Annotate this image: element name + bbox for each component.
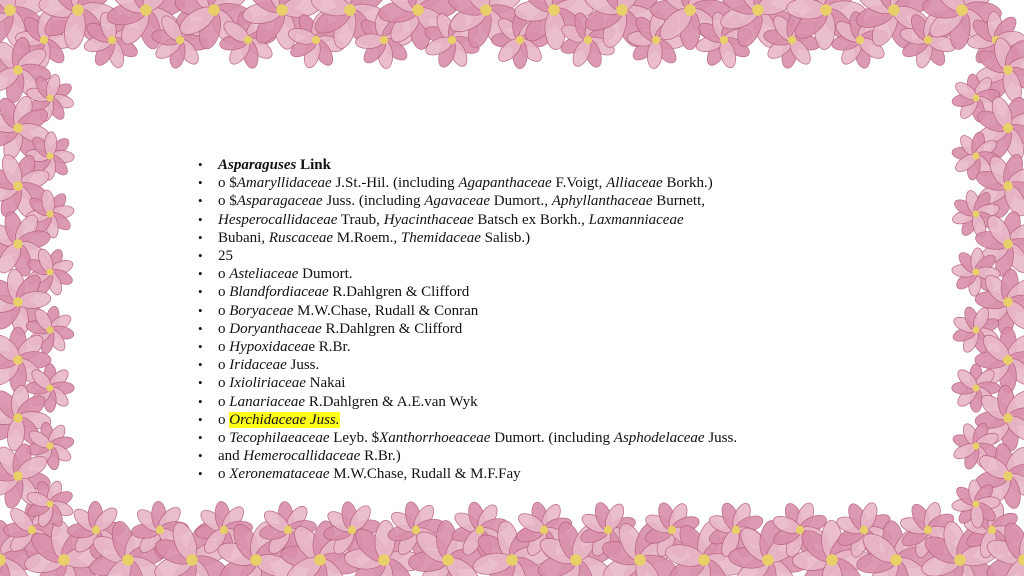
bullet-item: [198, 192, 798, 210]
bullet-text-segment: Agavaceae: [424, 193, 491, 210]
bullet-text-segment: J.St.-Hil. (including: [331, 175, 459, 192]
bullet-text-segment: Hemerocallidaceae: [243, 448, 361, 465]
bullet-item: [198, 265, 798, 283]
bullet-text-segment: Blandfordiaceae: [229, 284, 329, 301]
bullet-item: [198, 447, 798, 465]
bullet-text-segment: 25: [218, 248, 233, 265]
bullet-item: [198, 302, 798, 320]
bullet-text-segment: R.Br.): [360, 448, 401, 465]
bullet-text-segment: Dumort.,: [490, 193, 552, 210]
bullet-text-segment: o $: [218, 175, 237, 192]
bullet-item: [198, 174, 798, 192]
bullet-text-segment: o: [218, 411, 230, 428]
bullet-text-segment: o: [218, 266, 230, 283]
bullet-text-segment: Burnett,: [652, 193, 705, 210]
bullet-text-segment: R.Dahlgren & Clifford: [328, 284, 470, 301]
bullet-text-segment: Asphodelaceae: [613, 430, 705, 447]
bullet-item: [198, 320, 798, 338]
bullet-text-segment: o: [218, 302, 230, 319]
bullet-text-segment: Asparagaceae: [236, 193, 323, 210]
bullet-text-segment: R.Dahlgren & A.E.van Wyk: [305, 393, 478, 410]
bullet-item: [198, 283, 798, 301]
bullet-text-segment: Hesperocallidaceae: [218, 211, 338, 228]
bullet-text-segment: Salisb.): [480, 229, 531, 246]
bullet-item: [198, 393, 798, 411]
slide-text-body: [198, 156, 798, 484]
bullet-text-segment: Ixioliriaceae: [229, 375, 306, 392]
bullet-text-segment: Alliaceae: [606, 175, 663, 192]
bullet-text-segment: Link: [296, 157, 331, 173]
bullet-item: [198, 411, 798, 429]
bullet-text-segment: Juss.: [286, 357, 320, 374]
bullet-text-segment: Bubani,: [218, 229, 269, 246]
bullet-item: [198, 338, 798, 356]
bullet-text-segment: o: [218, 339, 230, 356]
bullet-text-segment: Agapanthaceae: [458, 175, 552, 192]
bullet-item: [198, 374, 798, 392]
bullet-item: [198, 429, 798, 447]
bullet-text-segment: Themidaceae: [400, 229, 481, 246]
bullet-text-segment: o $: [218, 193, 237, 210]
bullet-text-segment: Borkh.): [662, 175, 713, 192]
bullet-text-segment: Asteliaceae: [229, 266, 299, 283]
bullet-item: [198, 247, 798, 265]
bullet-text-segment: Boryaceae: [229, 302, 294, 319]
bullet-text-segment: Iridaceae: [229, 357, 287, 374]
bullet-text-segment: o: [218, 284, 230, 301]
bullet-text-segment: Laxmanniaceae: [588, 211, 684, 228]
bullet-text-segment: Tecophilaeaceae: [229, 430, 330, 447]
bullet-text-segment: e R.Br.: [308, 339, 351, 356]
bullet-text-segment: Juss.: [704, 430, 738, 447]
bullet-text-segment: and: [218, 448, 244, 465]
bullet-text-segment: Xanthorrhoeaceae: [379, 430, 491, 447]
bullet-item: [198, 156, 798, 174]
bullet-text-segment: M.W.Chase, Rudall & Conran: [293, 302, 479, 319]
bullet-text-segment: R.Dahlgren & Clifford: [321, 320, 463, 337]
bullet-text-segment: Leyb. $: [329, 430, 380, 447]
bullet-text-segment: Xeronemataceae: [229, 466, 330, 483]
bullet-text-segment: Hypoxidacea: [229, 339, 309, 356]
bullet-text-segment: o: [218, 357, 230, 374]
highlighted-text: Orchidaceae Juss.: [229, 411, 340, 428]
bullet-item: [198, 356, 798, 374]
bullet-text-segment: Batsch ex Borkh.,: [473, 211, 589, 228]
bullet-text-segment: M.Roem.,: [332, 229, 401, 246]
bullet-text-segment: Ruscaceae: [268, 229, 333, 246]
bullet-item: [198, 229, 798, 247]
bullet-text-segment: Dumort.: [298, 266, 353, 283]
bullet-text-segment: o: [218, 393, 230, 410]
bullet-item: [198, 211, 798, 229]
bullet-text-segment: o: [218, 430, 230, 447]
bullet-text-segment: Dumort. (including: [490, 430, 614, 447]
bullet-text-segment: o: [218, 320, 230, 337]
bullet-text-segment: Juss. (including: [322, 193, 425, 210]
bullet-text-segment: o: [218, 466, 230, 483]
bullet-text-segment: M.W.Chase, Rudall & M.F.Fay: [329, 466, 521, 483]
bullet-text-segment: F.Voigt,: [551, 175, 607, 192]
bullet-list: [198, 156, 798, 484]
bullet-text-segment: Doryanthaceae: [229, 320, 322, 337]
bullet-text-segment: Lanariaceae: [229, 393, 306, 410]
bullet-text-segment: Aphyllanthaceae: [551, 193, 653, 210]
bullet-item: [198, 465, 798, 483]
bullet-text-segment: Asparaguses: [218, 157, 297, 173]
bullet-text-segment: Nakai: [305, 375, 346, 392]
bullet-text-segment: Hyacinthaceae: [383, 211, 474, 228]
bullet-text-segment: Traub,: [337, 211, 384, 228]
bullet-text-segment: o: [218, 375, 230, 392]
bullet-text-segment: Amaryllidaceae: [236, 175, 332, 192]
